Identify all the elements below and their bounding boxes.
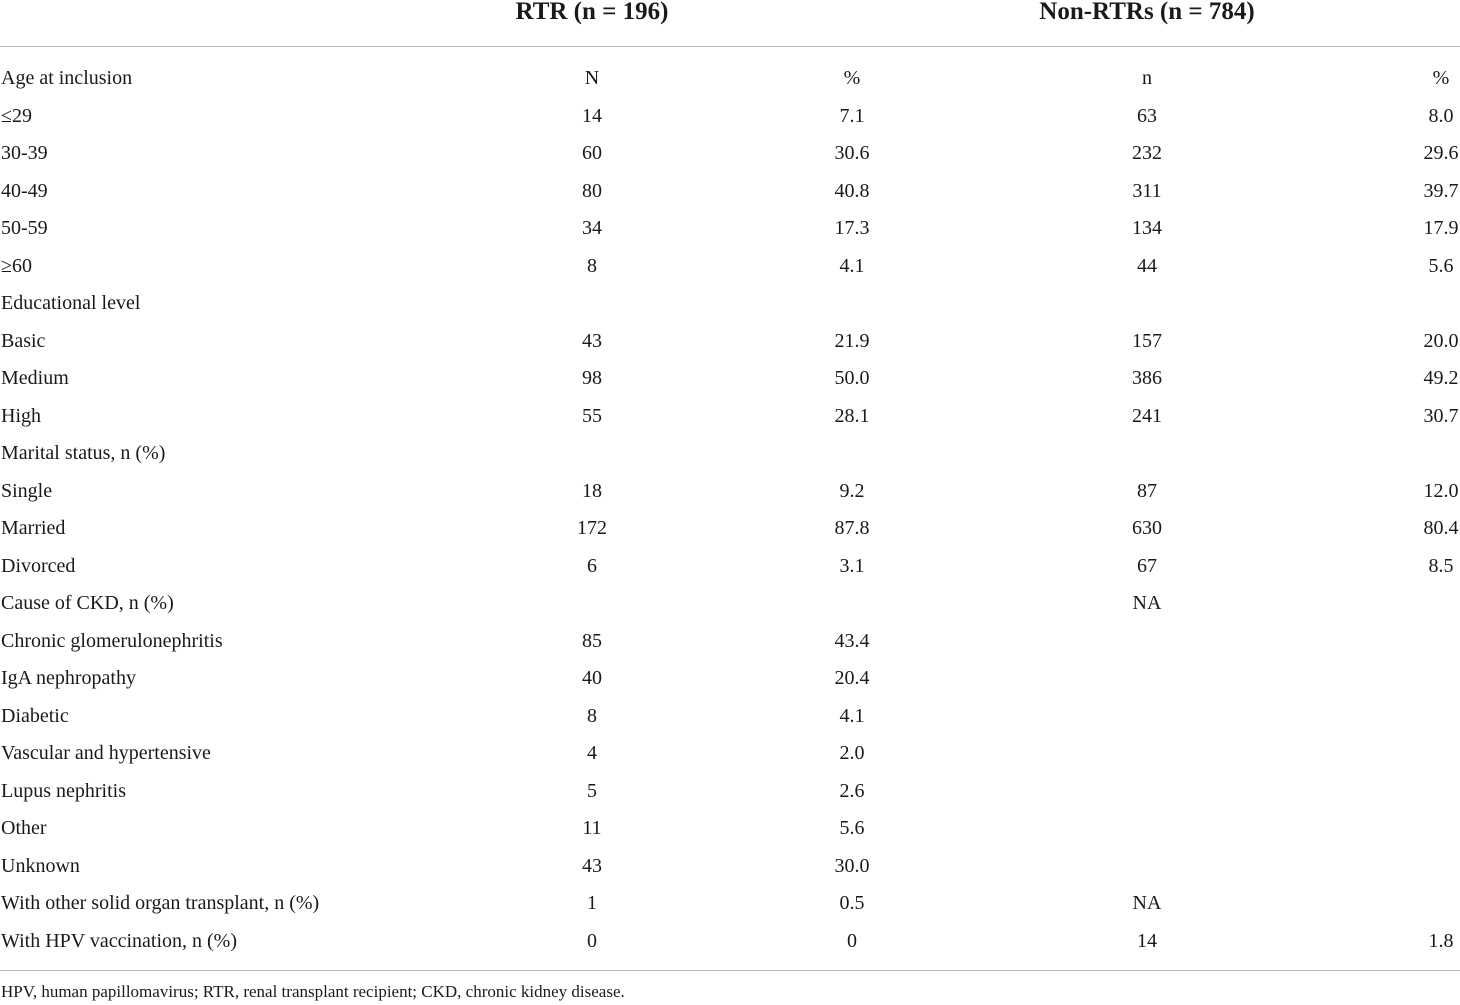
- row-label: Cause of CKD, n (%): [1, 592, 174, 614]
- nonrtr-count-cell: 232: [1132, 142, 1162, 164]
- rtr-percent-cell: 50.0: [834, 367, 870, 389]
- table-row: [0, 697, 1460, 735]
- table-row: [0, 584, 1460, 622]
- row-label: Single: [1, 479, 53, 502]
- rtr-count-cell: 43: [582, 854, 602, 877]
- nonrtr-percent-cell: 8.0: [1428, 104, 1454, 127]
- table-row: [0, 209, 1460, 247]
- row-label: 30-39: [1, 142, 48, 164]
- table-row: [0, 397, 1460, 435]
- row-label: Diabetic: [1, 704, 69, 727]
- row-label: IgA nephropathy: [1, 667, 136, 689]
- row-label: ≤29: [1, 104, 32, 127]
- rtr-count-cell: 34: [582, 217, 602, 239]
- table-row: [0, 509, 1460, 547]
- table-row: [0, 472, 1460, 510]
- nonrtr-count-cell: 44: [1137, 254, 1157, 277]
- rtr-percent-cell: 43.4: [834, 629, 870, 652]
- rtr-percent-cell: 0.5: [839, 892, 865, 914]
- nonrtr-group-heading: Non-RTRs (n = 784): [1039, 0, 1255, 25]
- nonrtr-count-cell: 311: [1132, 179, 1162, 202]
- table-row: [0, 134, 1460, 172]
- rtr-percent-cell: 30.0: [834, 854, 870, 877]
- nonrtr-percent-cell: 12.0: [1423, 479, 1459, 502]
- table-row: [0, 547, 1460, 585]
- table-row: [0, 172, 1460, 210]
- row-label: Medium: [1, 367, 69, 389]
- table-row: [0, 809, 1460, 847]
- table-row: [0, 884, 1460, 922]
- table-row: [0, 59, 1460, 97]
- row-label: With HPV vaccination, n (%): [1, 929, 237, 952]
- nonrtr-count-cell: NA: [1132, 892, 1162, 914]
- nonrtr-percent-cell: 20.0: [1423, 329, 1459, 352]
- row-label: Basic: [1, 329, 46, 352]
- table-bottom-rule: [0, 970, 1460, 971]
- rtr-count-cell: 4: [587, 742, 597, 764]
- rtr-count-cell: 14: [582, 104, 602, 127]
- table-footnote: HPV, human papillomavirus; RTR, renal transplant recipient; CKD, chronic kidney disease.: [1, 982, 625, 1001]
- nonrtr-percent-cell: 49.2: [1423, 367, 1459, 389]
- row-label: 40-49: [1, 179, 48, 202]
- table-row: [0, 659, 1460, 697]
- row-label: Other: [1, 817, 47, 839]
- rtr-count-cell: 85: [582, 629, 602, 652]
- rtr-group-heading: RTR (n = 196): [515, 0, 669, 25]
- nonrtr-count-cell: 67: [1137, 554, 1157, 577]
- row-label: Chronic glomerulonephritis: [1, 629, 223, 652]
- nonrtr-count-cell: 386: [1132, 367, 1162, 389]
- row-label: Lupus nephritis: [1, 779, 126, 802]
- nonrtr-percent-cell: 5.6: [1428, 254, 1454, 277]
- rtr-percent-cell: 0: [847, 929, 857, 952]
- rtr-percent-cell: 9.2: [839, 479, 865, 502]
- rtr-count-cell: 8: [587, 704, 597, 727]
- row-label: Marital status, n (%): [1, 442, 166, 464]
- row-label: With other solid organ transplant, n (%): [1, 892, 320, 914]
- nonrtr-percent-cell: 30.7: [1423, 404, 1459, 427]
- rtr-count-cell: 8: [587, 254, 597, 277]
- row-label: High: [1, 404, 41, 427]
- nonrtr-percent-cell: %: [1432, 67, 1450, 89]
- row-label: Married: [1, 517, 66, 539]
- table-row: [0, 247, 1460, 285]
- table-row: [0, 622, 1460, 660]
- rtr-percent-cell: 2.6: [839, 779, 865, 802]
- nonrtr-count-cell: 241: [1132, 404, 1162, 427]
- rtr-count-cell: 80: [582, 179, 602, 202]
- rtr-percent-cell: 4.1: [839, 254, 865, 277]
- rtr-percent-cell: 20.4: [834, 667, 870, 689]
- rtr-percent-cell: 4.1: [839, 704, 865, 727]
- table-row: [0, 284, 1460, 322]
- row-label: Vascular and hypertensive: [1, 742, 211, 764]
- table-row: [0, 734, 1460, 772]
- nonrtr-percent-cell: 17.9: [1423, 217, 1459, 239]
- rtr-count-cell: 5: [587, 779, 597, 802]
- rtr-percent-cell: 5.6: [839, 817, 865, 839]
- rtr-percent-cell: 87.8: [834, 517, 870, 539]
- rtr-percent-cell: 17.3: [834, 217, 870, 239]
- rtr-count-cell: 172: [577, 517, 607, 539]
- rtr-count-cell: 18: [582, 479, 602, 502]
- nonrtr-percent-cell: 80.4: [1423, 517, 1459, 539]
- rtr-percent-cell: 3.1: [839, 554, 865, 577]
- table-row: [0, 847, 1460, 885]
- table-row: [0, 434, 1460, 472]
- rtr-percent-cell: 7.1: [839, 104, 865, 127]
- nonrtr-count-cell: 87: [1137, 479, 1157, 502]
- table-group-header: [0, 0, 1460, 47]
- rtr-percent-cell: 40.8: [834, 179, 870, 202]
- table-body: [0, 47, 1460, 959]
- row-label: Unknown: [1, 854, 80, 877]
- nonrtr-count-cell: NA: [1132, 592, 1162, 614]
- rtr-percent-cell: 2.0: [839, 742, 865, 764]
- rtr-count-cell: 11: [582, 817, 602, 839]
- table-row: [0, 922, 1460, 960]
- rtr-count-cell: 0: [587, 929, 597, 952]
- rtr-percent-cell: 30.6: [834, 142, 870, 164]
- rtr-percent-cell: 21.9: [834, 329, 870, 352]
- rtr-percent-cell: 28.1: [834, 404, 870, 427]
- row-label: ≥60: [1, 254, 32, 277]
- nonrtr-count-cell: 63: [1137, 104, 1157, 127]
- rtr-count-cell: 55: [582, 404, 602, 427]
- rtr-count-cell: 6: [587, 554, 597, 577]
- rtr-count-cell: N: [584, 67, 600, 89]
- rtr-count-cell: 1: [587, 892, 597, 914]
- row-label: Educational level: [1, 292, 141, 314]
- rtr-count-cell: 98: [582, 367, 602, 389]
- nonrtr-count-cell: 14: [1137, 929, 1157, 952]
- nonrtr-percent-cell: 8.5: [1428, 554, 1454, 577]
- row-label: Age at inclusion: [1, 67, 133, 89]
- rtr-count-cell: 43: [582, 329, 602, 352]
- nonrtr-percent-cell: 1.8: [1428, 929, 1454, 952]
- nonrtr-count-cell: 157: [1132, 329, 1162, 352]
- nonrtr-count-cell: 134: [1132, 217, 1162, 239]
- rtr-count-cell: 40: [582, 667, 602, 689]
- rtr-percent-cell: %: [843, 67, 861, 89]
- table-row: [0, 322, 1460, 360]
- nonrtr-percent-cell: 39.7: [1423, 179, 1459, 202]
- table-row: [0, 97, 1460, 135]
- table-row: [0, 359, 1460, 397]
- table-row: [0, 772, 1460, 810]
- rtr-count-cell: 60: [582, 142, 602, 164]
- nonrtr-count-cell: 630: [1132, 517, 1162, 539]
- nonrtr-count-cell: n: [1142, 67, 1152, 89]
- row-label: Divorced: [1, 554, 76, 577]
- row-label: 50-59: [1, 217, 48, 239]
- nonrtr-percent-cell: 29.6: [1423, 142, 1459, 164]
